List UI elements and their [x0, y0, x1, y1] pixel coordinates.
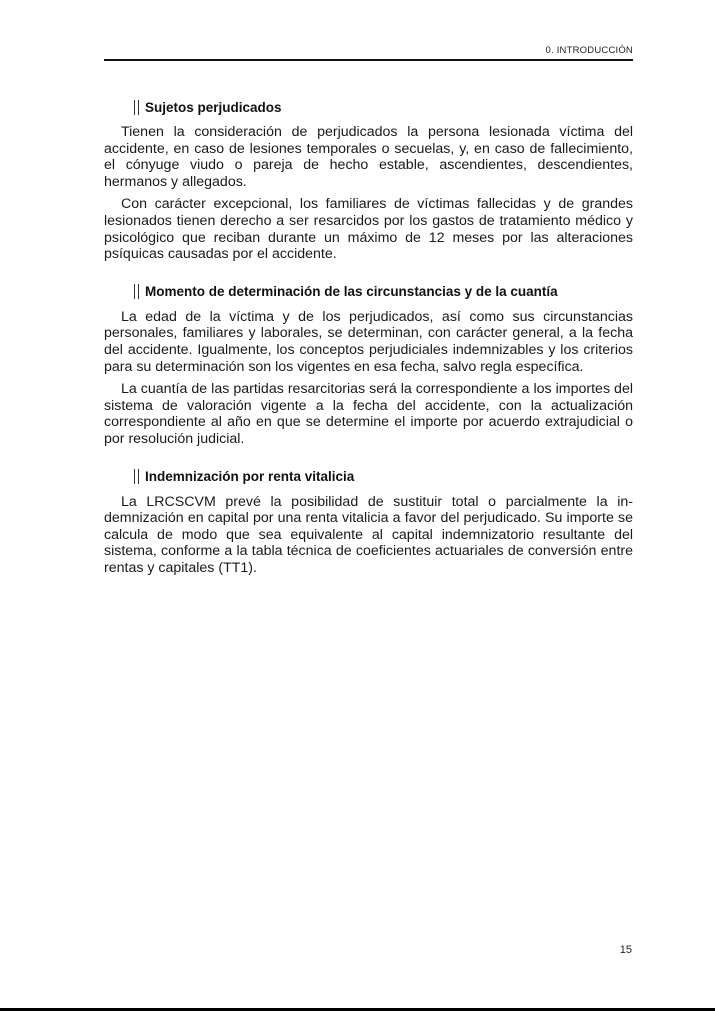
paragraph: La LRCSCVM prevé la posibilidad de sustituir total o parcialmente la indemnización en capital por una renta vitalicia a favor del perjudicado. Su importe se calcula de modo que sea equivalente al capital indemnizatorio resultante del sistema, conforme a la tabla técnica de coeficientes actuariales de conversión entre rentas y capitales (TT1). — [104, 493, 633, 576]
page-body — [104, 98, 633, 596]
section-heading-text: Momento de determinación de las circunstancias y de la cuantía — [145, 284, 558, 300]
paragraph: Con carácter excepcional, los familiares de víctimas fallecidas y de grandes lesionados tienen derecho a ser resarcidos por los gastos de tratamiento médico y psicológico que reciban durante un máximo de 12 meses por las alteraciones psíquicas causadas por el accidente. — [104, 196, 633, 263]
section-momento-determinacion — [104, 283, 633, 448]
double-bar-icon — [134, 284, 139, 299]
double-bar-icon — [134, 469, 139, 484]
section-heading-text: Sujetos perjudicados — [145, 99, 282, 115]
section-sujetos-perjudicados — [104, 98, 633, 263]
paragraph: La cuantía de las partidas resarcitorias será la correspondiente a los importes del sistema de valoración vigente a la fecha del accidente, con la actualización correspondiente al año en que se determine el importe por acuerdo extrajudicial o por resolución judicial. — [104, 381, 633, 447]
running-header: 0. INTRODUCCIÓN — [545, 45, 633, 56]
section-heading — [134, 283, 633, 301]
paragraph: La edad de la víctima y de los perjudicados, así como sus circunstancias personales, familiares y laborales, se determinan, con carácter general, a la fecha del accidente. Igualmente, los conceptos perjudiciales indemnizables y los criterios para su determinación son los vigentes en esa fecha, salvo regla específica. — [104, 308, 633, 375]
section-renta-vitalicia — [104, 468, 633, 577]
section-heading — [134, 468, 633, 486]
paragraph: Tienen la consideración de perjudicados la persona lesionada víctima del accidente, en caso de lesiones temporales o secuelas, y, en caso de fallecimiento, el cónyuge viudo o pareja de hecho estable, ascendientes, descendientes, hermanos y allegados. — [104, 124, 633, 190]
header-rule — [104, 59, 633, 61]
section-heading — [134, 98, 633, 116]
double-bar-icon — [134, 100, 139, 115]
page-number: 15 — [619, 944, 632, 956]
section-heading-text: Indemnización por renta vitalicia — [145, 469, 355, 484]
